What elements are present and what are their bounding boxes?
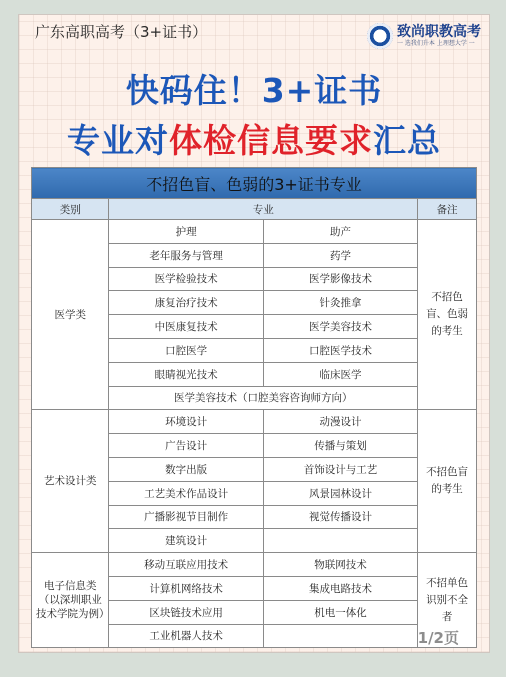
major-cell: 老年服务与管理: [109, 243, 263, 267]
major-cell: 首饰设计与工艺: [263, 457, 417, 481]
note-cell: 不招色盲的考生: [418, 410, 477, 553]
major-cell: 视觉传播设计: [263, 505, 417, 529]
header-major: 专业: [109, 199, 418, 220]
major-cell: 工业机器人技术: [109, 624, 263, 648]
major-cell: 医学美容技术: [263, 315, 417, 339]
major-cell: 药学: [263, 243, 417, 267]
major-cell: 计算机网络技术: [109, 576, 263, 600]
major-cell: [263, 624, 417, 648]
header-category: 类别: [32, 199, 109, 220]
note-cell: 不招色盲、色弱的考生: [418, 220, 477, 410]
major-cell: 环境设计: [109, 410, 263, 434]
major-cell: 医学检验技术: [109, 267, 263, 291]
major-cell: 传播与策划: [263, 434, 417, 458]
table-row: [32, 220, 477, 244]
major-cell: 广告设计: [109, 434, 263, 458]
table-caption-text: 不招色盲、色弱的3+证书专业: [146, 174, 362, 194]
major-cell: 医学美容技术（口腔美容咨询师方向）: [109, 386, 418, 410]
major-cell: 动漫设计: [263, 410, 417, 434]
title-line-1: 快码住！3+证书: [125, 71, 383, 110]
brand-name: 致尚职教高考: [397, 24, 481, 40]
major-cell: 物联网技术: [263, 553, 417, 577]
major-cell: 口腔医学技术: [263, 338, 417, 362]
major-cell: 建筑设计: [109, 529, 263, 553]
table-caption: [32, 168, 477, 199]
major-cell: 区块链技术应用: [109, 600, 263, 624]
header-note: 备注: [418, 199, 477, 220]
major-cell: 医学影像技术: [263, 267, 417, 291]
table-row: [32, 553, 477, 577]
poster-card: [18, 14, 490, 653]
note-cell: 不招单色识别不全者: [418, 553, 477, 648]
brand: [367, 23, 481, 49]
brand-slogan: 一 选我们升本 上理想大学 一: [397, 40, 475, 47]
major-cell: [263, 529, 417, 553]
title-line-2-suffix: 汇总: [373, 121, 441, 160]
major-cell: 助产: [263, 220, 417, 244]
title-line-2-prefix: 专业对: [67, 121, 169, 160]
page-number: 1/2页: [417, 629, 459, 647]
category-cell: 电子信息类（以深圳职业技术学院为例）: [32, 553, 109, 648]
major-cell: 广播影视节目制作: [109, 505, 263, 529]
major-cell: 移动互联应用技术: [109, 553, 263, 577]
brand-logo-icon: [367, 23, 393, 49]
major-cell: 集成电路技术: [263, 576, 417, 600]
major-cell: 机电一体化: [263, 600, 417, 624]
title-line-2: [19, 115, 489, 162]
major-cell: 眼睛视光技术: [109, 362, 263, 386]
major-cell: 风景园林设计: [263, 481, 417, 505]
requirements-table: [31, 167, 477, 648]
major-cell: 口腔医学: [109, 338, 263, 362]
major-cell: 工艺美术作品设计: [109, 481, 263, 505]
table-row: [32, 410, 477, 434]
major-cell: 数字出版: [109, 457, 263, 481]
major-cell: 护理: [109, 220, 263, 244]
major-cell: 针灸推拿: [263, 291, 417, 315]
category-cell: 艺术设计类: [32, 410, 109, 553]
title-line-2-highlight: 体检信息要求: [169, 121, 373, 160]
category-cell: 医学类: [32, 220, 109, 410]
top-label: 广东高职高考（3+证书）: [35, 23, 208, 41]
major-cell: 临床医学: [263, 362, 417, 386]
major-cell: 中医康复技术: [109, 315, 263, 339]
major-cell: 康复治疗技术: [109, 291, 263, 315]
